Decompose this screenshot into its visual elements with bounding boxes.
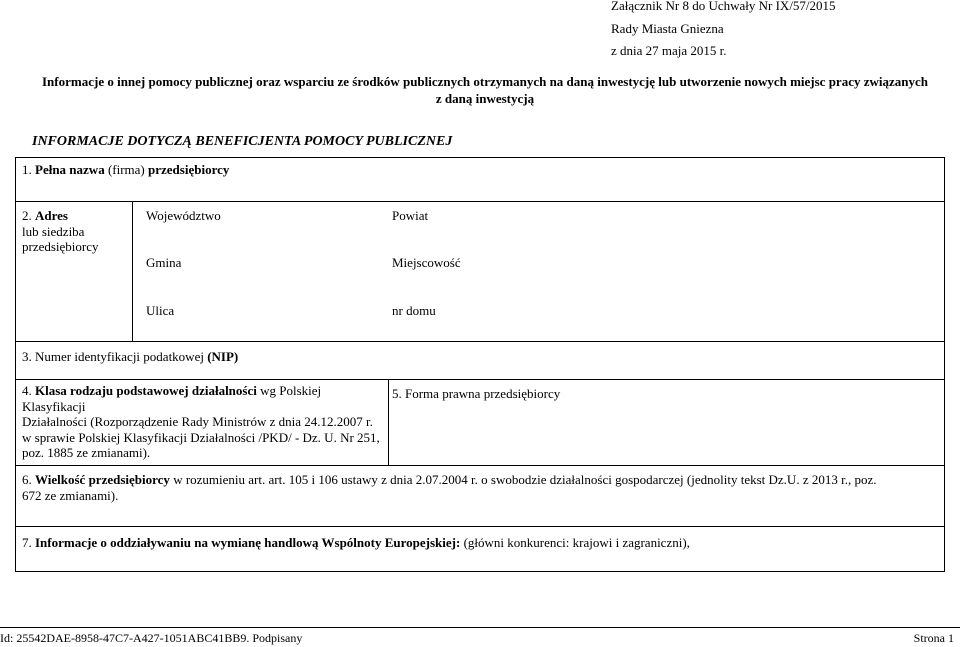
field-5-label: 5. Forma prawna przedsiębiorcy xyxy=(392,386,561,401)
title-line-2: z daną inwestycją xyxy=(435,91,535,106)
powiat-label: Powiat xyxy=(392,208,429,223)
footer-id: Id: 25542DAE-8958-47C7-A427-1051ABC41BB9. Podpisany xyxy=(0,631,303,645)
col-divider-pkd xyxy=(388,379,389,465)
header-line-3: z dnia 27 maja 2015 r. xyxy=(611,43,727,58)
field-6-label: 6. Wielkość przedsiębiorcy w rozumieniu art. art. 105 i 106 ustawy z dnia 2.07.2004 r. o swobodzie działalności gospodarczej (jednolity tekst Dz.U. z 2013 r., poz. 672 ze zmianami). xyxy=(22,472,877,503)
row-divider-4 xyxy=(15,465,945,466)
row-divider-2 xyxy=(15,341,945,342)
header-line-2: Rady Miasta Gniezna xyxy=(611,21,724,36)
field-1-label: 1. Pełna nazwa (firma) przedsiębiorcy xyxy=(22,162,230,177)
field-4-label: 4. Klasa rodzaju podstawowej działalności wg Polskiej Klasyfikacji Działalności (Rozporządzenie Rady Ministrów z dnia 24.12.2007 r. w sprawie Polskiej Klasyfikacji Działalności /PKD/ - Dz. U. Nr 251, poz. 1885 ze zmianami). xyxy=(22,383,380,460)
wojewodztwo-label: Województwo xyxy=(146,208,221,223)
field-7-label: 7. Informacje o oddziaływaniu na wymianę handlową Wspólnoty Europejskiej: (główni konkurenci: krajowi i zagraniczni), xyxy=(22,535,690,550)
field-3-label: 3. Numer identyfikacji podatkowej (NIP) xyxy=(22,349,239,364)
miejscowosc-label: Miejscowość xyxy=(392,255,461,270)
row-divider-3 xyxy=(15,379,945,380)
row-divider-5 xyxy=(15,526,945,527)
company-name-input[interactable] xyxy=(20,178,935,198)
ulica-label: Ulica xyxy=(146,303,175,318)
row-divider-1 xyxy=(15,201,945,202)
header-line-1: Załącznik Nr 8 do Uchwały Nr IX/57/2015 xyxy=(611,0,836,13)
title-line-1: Informacje o innej pomocy publicznej oraz wsparciu ze środków publicznych otrzymanych na daną inwestycję lub utworzenie nowych miejsc pracy związanych xyxy=(42,74,928,89)
gmina-label: Gmina xyxy=(146,255,182,270)
section-heading: INFORMACJE DOTYCZĄ BENEFICJENTA POMOCY PUBLICZNEJ xyxy=(32,134,453,149)
col-divider-address xyxy=(132,201,133,341)
document-title xyxy=(12,73,958,107)
footer-rule xyxy=(0,627,960,628)
field-2-label: 2. Adres lub siedziba przedsiębiorcy xyxy=(22,208,99,254)
nr-domu-label: nr domu xyxy=(392,303,436,318)
footer-page-number: Strona 1 xyxy=(913,631,954,645)
